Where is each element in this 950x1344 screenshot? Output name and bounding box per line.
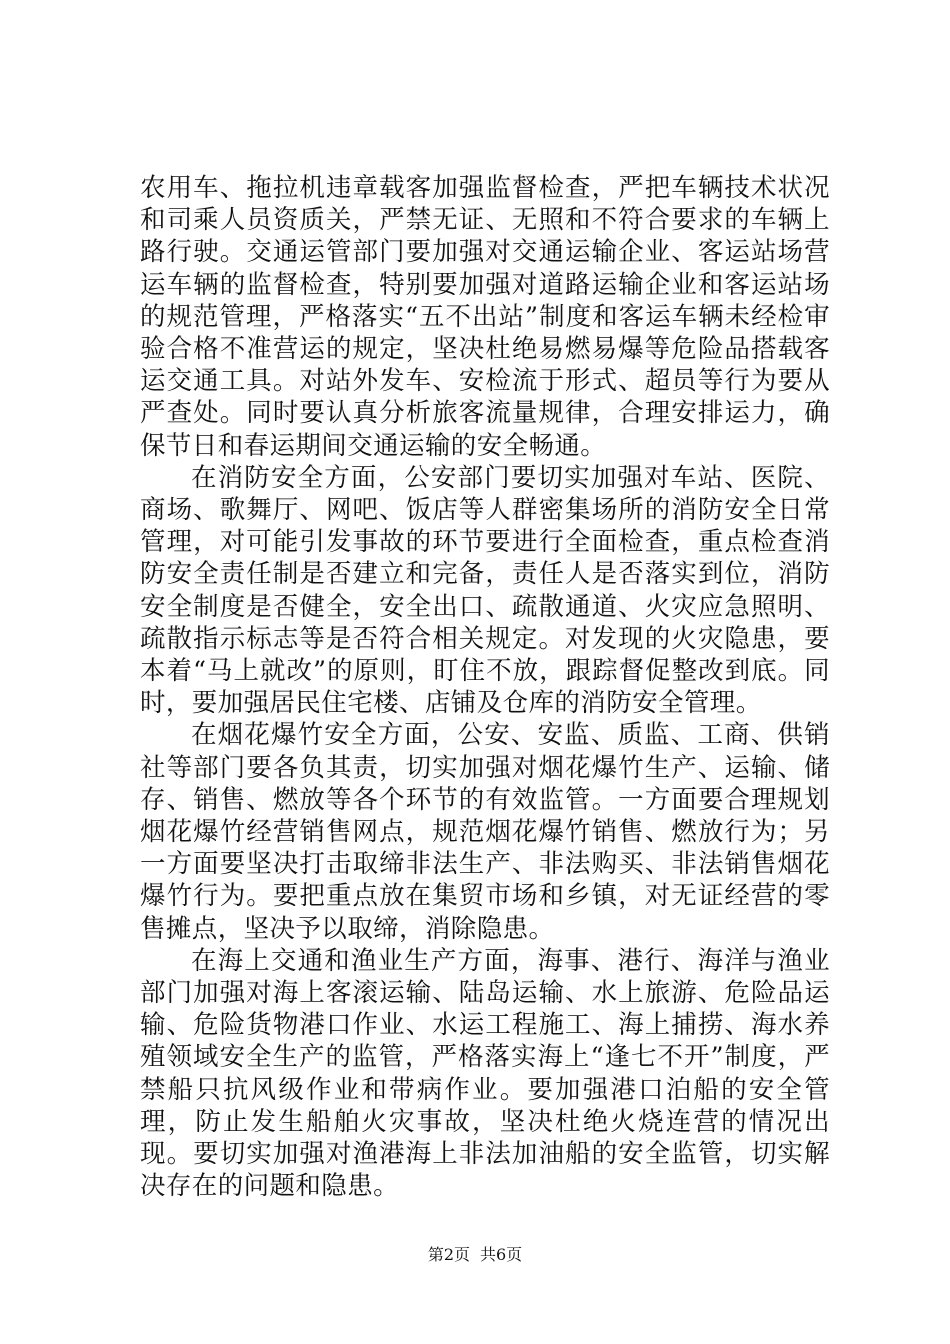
page-number: 第2页 <box>427 1245 470 1264</box>
paragraph-maritime-fishery: 在海上交通和渔业生产方面，海事、港行、海洋与渔业部门加强对海上客滚运输、陆岛运输、水上旅游、危险品运输、危险货物港口作业、水运工程施工、海上捕捞、海水养殖领域安全生产的监管，严格落实海上“逢七不开”制度，严禁船只抗风级作业和带病作业。要加强港口泊船的安全管理，防止发生船舶火灾事故，坚决杜绝火烧连营的情况出现。要切实加强对渔港海上非法加油船的安全监管，切实解决存在的问题和隐患。 <box>140 945 830 1202</box>
page-footer <box>0 1244 950 1266</box>
document-body <box>140 172 830 1203</box>
paragraph-traffic-continued: 农用车、拖拉机违章载客加强监督检查，严把车辆技术状况和司乘人员资质关，严禁无证、无照和不符合要求的车辆上路行驶。交通运管部门要加强对交通运输企业、客运站场营运车辆的监督检查，特别要加强对道路运输企业和客运站场的规范管理，严格落实“五不出站”制度和客运车辆未经检审验合格不准营运的规定，坚决杜绝易燃易爆等危险品搭载客运交通工具。对站外发车、安检流于形式、超员等行为要从严查处。同时要认真分析旅客流量规律，合理安排运力，确保节日和春运期间交通运输的安全畅通。 <box>140 173 830 461</box>
page-total: 共6页 <box>480 1245 523 1264</box>
paragraph-fire-safety: 在消防安全方面，公安部门要切实加强对车站、医院、商场、歌舞厅、网吧、饭店等人群密集场所的消防安全日常管理，对可能引发事故的环节要进行全面检查，重点检查消防安全责任制是否建立和完备，责任人是否落实到位，消防安全制度是否健全，安全出口、疏散通道、火灾应急照明、疏散指示标志等是否符合相关规定。对发现的火灾隐患，要本着“马上就改”的原则，盯住不放，跟踪督促整改到底。同时，要加强居民住宅楼、店铺及仓库的消防安全管理。 <box>140 462 830 719</box>
paragraph-fireworks-safety: 在烟花爆竹安全方面，公安、安监、质监、工商、供销社等部门要各负其责，切实加强对烟花爆竹生产、运输、储存、销售、燃放等各个环节的有效监管。一方面要合理规划烟花爆竹经营销售网点，规范烟花爆竹销售、燃放行为；另一方面要坚决打击取缔非法生产、非法购买、非法销售烟花爆竹行为。要把重点放在集贸市场和乡镇，对无证经营的零售摊点，坚决予以取缔，消除隐患。 <box>140 720 830 944</box>
